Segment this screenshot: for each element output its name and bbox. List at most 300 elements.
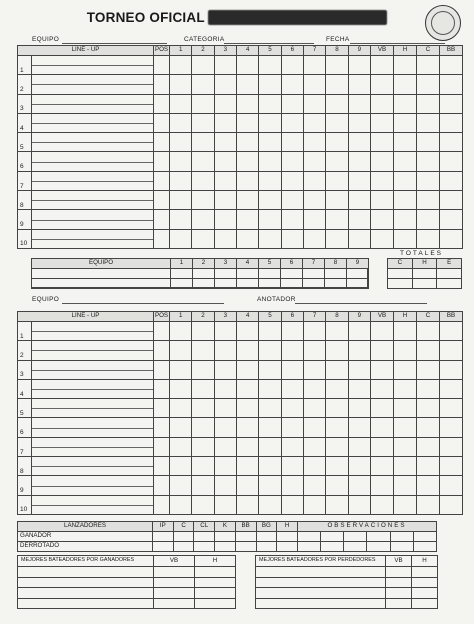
inning-cell-8[interactable] <box>326 152 348 171</box>
pitcher-cell-cl[interactable] <box>194 532 215 542</box>
stat-cell-bb[interactable] <box>439 399 462 418</box>
stat-cell-vb[interactable] <box>370 399 393 418</box>
inning-cell-1[interactable] <box>170 457 192 476</box>
summary-inning-cell-7[interactable] <box>303 279 325 289</box>
inning-cell-5[interactable] <box>259 495 281 514</box>
stat-cell-h[interactable] <box>393 113 416 132</box>
inning-cell-6[interactable] <box>281 322 303 341</box>
stat-cell-h[interactable] <box>393 75 416 94</box>
inning-cell-8[interactable] <box>326 229 348 248</box>
inning-cell-5[interactable] <box>259 418 281 437</box>
pos-cell[interactable] <box>154 457 170 476</box>
inning-cell-2[interactable] <box>192 133 214 152</box>
best-winner-cell-h[interactable] <box>195 577 236 588</box>
pos-cell[interactable] <box>154 171 170 190</box>
batter-name-cell[interactable] <box>32 94 154 113</box>
stat-cell-bb[interactable] <box>439 457 462 476</box>
inning-cell-6[interactable] <box>281 75 303 94</box>
stat-cell-vb[interactable] <box>370 229 393 248</box>
summary-inning-cell-9[interactable] <box>347 279 369 289</box>
stat-cell-h[interactable] <box>393 495 416 514</box>
inning-cell-4[interactable] <box>237 171 259 190</box>
best-winner-cell-h[interactable] <box>195 567 236 578</box>
inning-cell-5[interactable] <box>259 360 281 379</box>
inning-cell-7[interactable] <box>303 229 325 248</box>
pitcher-cell-cl[interactable] <box>194 542 215 552</box>
observations-cell[interactable] <box>413 532 436 542</box>
inning-cell-4[interactable] <box>237 495 259 514</box>
totales-cell-c[interactable] <box>388 279 413 289</box>
stat-cell-vb[interactable] <box>370 113 393 132</box>
inning-cell-2[interactable] <box>192 379 214 398</box>
pitcher-cell-c[interactable] <box>173 532 194 542</box>
inning-cell-3[interactable] <box>214 418 236 437</box>
stat-cell-vb[interactable] <box>370 133 393 152</box>
pos-cell[interactable] <box>154 133 170 152</box>
inning-cell-1[interactable] <box>170 191 192 210</box>
inning-cell-2[interactable] <box>192 437 214 456</box>
best-loser-cell-vb[interactable] <box>386 567 412 578</box>
stat-cell-bb[interactable] <box>439 191 462 210</box>
inning-cell-8[interactable] <box>326 94 348 113</box>
inning-cell-6[interactable] <box>281 341 303 360</box>
summary-team-name[interactable] <box>32 269 171 279</box>
totales-cell-h[interactable] <box>412 269 437 279</box>
inning-cell-6[interactable] <box>281 476 303 495</box>
inning-cell-4[interactable] <box>237 56 259 75</box>
totales-cell-h[interactable] <box>412 279 437 289</box>
observations-cell[interactable] <box>413 542 436 552</box>
inning-cell-9[interactable] <box>348 399 370 418</box>
pos-cell[interactable] <box>154 476 170 495</box>
batter-name-cell[interactable] <box>32 495 154 514</box>
stat-cell-c[interactable] <box>416 171 439 190</box>
stat-cell-bb[interactable] <box>439 379 462 398</box>
inning-cell-6[interactable] <box>281 229 303 248</box>
inning-cell-3[interactable] <box>214 360 236 379</box>
stat-cell-h[interactable] <box>393 210 416 229</box>
observations-cell[interactable] <box>344 532 367 542</box>
pos-cell[interactable] <box>154 322 170 341</box>
anotador-field[interactable] <box>295 303 427 304</box>
pitcher-cell-bb[interactable] <box>235 532 256 542</box>
inning-cell-1[interactable] <box>170 322 192 341</box>
stat-cell-bb[interactable] <box>439 360 462 379</box>
inning-cell-5[interactable] <box>259 152 281 171</box>
inning-cell-4[interactable] <box>237 191 259 210</box>
best-loser-name-cell[interactable] <box>256 577 386 588</box>
inning-cell-7[interactable] <box>303 437 325 456</box>
inning-cell-8[interactable] <box>326 457 348 476</box>
inning-cell-7[interactable] <box>303 341 325 360</box>
inning-cell-6[interactable] <box>281 379 303 398</box>
stat-cell-bb[interactable] <box>439 341 462 360</box>
stat-cell-bb[interactable] <box>439 495 462 514</box>
inning-cell-9[interactable] <box>348 171 370 190</box>
inning-cell-5[interactable] <box>259 229 281 248</box>
summary-inning-cell-4[interactable] <box>237 269 259 279</box>
inning-cell-8[interactable] <box>326 210 348 229</box>
categoria-field[interactable] <box>224 43 314 44</box>
stat-cell-h[interactable] <box>393 94 416 113</box>
stat-cell-bb[interactable] <box>439 322 462 341</box>
summary-inning-cell-1[interactable] <box>171 279 193 289</box>
inning-cell-7[interactable] <box>303 133 325 152</box>
inning-cell-4[interactable] <box>237 152 259 171</box>
inning-cell-2[interactable] <box>192 210 214 229</box>
inning-cell-4[interactable] <box>237 476 259 495</box>
observations-cell[interactable] <box>298 542 321 552</box>
stat-cell-c[interactable] <box>416 94 439 113</box>
inning-cell-1[interactable] <box>170 495 192 514</box>
stat-cell-c[interactable] <box>416 399 439 418</box>
inning-cell-5[interactable] <box>259 75 281 94</box>
inning-cell-9[interactable] <box>348 75 370 94</box>
inning-cell-3[interactable] <box>214 94 236 113</box>
pos-cell[interactable] <box>154 94 170 113</box>
inning-cell-1[interactable] <box>170 113 192 132</box>
pos-cell[interactable] <box>154 75 170 94</box>
best-loser-cell-vb[interactable] <box>386 588 412 599</box>
inning-cell-7[interactable] <box>303 75 325 94</box>
stat-cell-vb[interactable] <box>370 457 393 476</box>
inning-cell-7[interactable] <box>303 210 325 229</box>
summary-inning-cell-1[interactable] <box>171 269 193 279</box>
pitcher-cell-h[interactable] <box>277 542 298 552</box>
totales-cell-e[interactable] <box>437 269 462 279</box>
stat-cell-h[interactable] <box>393 457 416 476</box>
stat-cell-bb[interactable] <box>439 152 462 171</box>
inning-cell-7[interactable] <box>303 113 325 132</box>
pitcher-cell-ip[interactable] <box>153 532 174 542</box>
observations-cell[interactable] <box>390 542 413 552</box>
stat-cell-c[interactable] <box>416 341 439 360</box>
inning-cell-2[interactable] <box>192 322 214 341</box>
stat-cell-c[interactable] <box>416 437 439 456</box>
pitcher-cell-bg[interactable] <box>256 542 277 552</box>
inning-cell-7[interactable] <box>303 322 325 341</box>
summary-team-name[interactable] <box>32 279 171 289</box>
pos-cell[interactable] <box>154 360 170 379</box>
inning-cell-6[interactable] <box>281 418 303 437</box>
stat-cell-c[interactable] <box>416 152 439 171</box>
inning-cell-7[interactable] <box>303 457 325 476</box>
stat-cell-h[interactable] <box>393 56 416 75</box>
inning-cell-4[interactable] <box>237 113 259 132</box>
inning-cell-4[interactable] <box>237 341 259 360</box>
inning-cell-6[interactable] <box>281 191 303 210</box>
inning-cell-3[interactable] <box>214 399 236 418</box>
batter-name-cell[interactable] <box>32 191 154 210</box>
inning-cell-6[interactable] <box>281 56 303 75</box>
inning-cell-8[interactable] <box>326 133 348 152</box>
stat-cell-bb[interactable] <box>439 476 462 495</box>
inning-cell-1[interactable] <box>170 94 192 113</box>
inning-cell-9[interactable] <box>348 133 370 152</box>
inning-cell-7[interactable] <box>303 56 325 75</box>
observations-cell[interactable] <box>344 542 367 552</box>
pitcher-cell-k[interactable] <box>215 542 236 552</box>
stat-cell-bb[interactable] <box>439 210 462 229</box>
inning-cell-2[interactable] <box>192 56 214 75</box>
inning-cell-9[interactable] <box>348 457 370 476</box>
stat-cell-vb[interactable] <box>370 341 393 360</box>
inning-cell-5[interactable] <box>259 191 281 210</box>
inning-cell-7[interactable] <box>303 495 325 514</box>
inning-cell-8[interactable] <box>326 171 348 190</box>
summary-inning-cell-4[interactable] <box>237 279 259 289</box>
stat-cell-c[interactable] <box>416 476 439 495</box>
equipo-field-top[interactable] <box>62 43 167 44</box>
inning-cell-7[interactable] <box>303 94 325 113</box>
best-winner-cell-vb[interactable] <box>154 588 195 599</box>
batter-name-cell[interactable] <box>32 341 154 360</box>
stat-cell-vb[interactable] <box>370 210 393 229</box>
inning-cell-4[interactable] <box>237 457 259 476</box>
inning-cell-2[interactable] <box>192 360 214 379</box>
best-loser-cell-h[interactable] <box>412 598 438 609</box>
batter-name-cell[interactable] <box>32 476 154 495</box>
inning-cell-2[interactable] <box>192 495 214 514</box>
inning-cell-5[interactable] <box>259 437 281 456</box>
pitcher-cell-bb[interactable] <box>235 542 256 552</box>
summary-inning-cell-8[interactable] <box>325 269 347 279</box>
inning-cell-2[interactable] <box>192 476 214 495</box>
best-winner-name-cell[interactable] <box>18 567 154 578</box>
batter-name-cell[interactable] <box>32 418 154 437</box>
inning-cell-3[interactable] <box>214 495 236 514</box>
inning-cell-9[interactable] <box>348 322 370 341</box>
stat-cell-vb[interactable] <box>370 75 393 94</box>
inning-cell-8[interactable] <box>326 418 348 437</box>
inning-cell-8[interactable] <box>326 379 348 398</box>
stat-cell-c[interactable] <box>416 229 439 248</box>
inning-cell-3[interactable] <box>214 229 236 248</box>
inning-cell-6[interactable] <box>281 399 303 418</box>
inning-cell-6[interactable] <box>281 360 303 379</box>
inning-cell-3[interactable] <box>214 341 236 360</box>
stat-cell-bb[interactable] <box>439 75 462 94</box>
inning-cell-5[interactable] <box>259 322 281 341</box>
stat-cell-c[interactable] <box>416 495 439 514</box>
inning-cell-2[interactable] <box>192 418 214 437</box>
inning-cell-6[interactable] <box>281 210 303 229</box>
stat-cell-c[interactable] <box>416 133 439 152</box>
pos-cell[interactable] <box>154 152 170 171</box>
stat-cell-vb[interactable] <box>370 437 393 456</box>
batter-name-cell[interactable] <box>32 437 154 456</box>
equipo-field-middle[interactable] <box>62 303 224 304</box>
inning-cell-1[interactable] <box>170 360 192 379</box>
inning-cell-1[interactable] <box>170 476 192 495</box>
inning-cell-7[interactable] <box>303 418 325 437</box>
inning-cell-4[interactable] <box>237 360 259 379</box>
pitcher-cell-c[interactable] <box>173 542 194 552</box>
stat-cell-vb[interactable] <box>370 56 393 75</box>
inning-cell-5[interactable] <box>259 379 281 398</box>
best-loser-cell-vb[interactable] <box>386 577 412 588</box>
batter-name-cell[interactable] <box>32 56 154 75</box>
inning-cell-3[interactable] <box>214 457 236 476</box>
inning-cell-3[interactable] <box>214 476 236 495</box>
summary-inning-cell-5[interactable] <box>259 269 281 279</box>
stat-cell-bb[interactable] <box>439 113 462 132</box>
inning-cell-3[interactable] <box>214 56 236 75</box>
inning-cell-7[interactable] <box>303 476 325 495</box>
inning-cell-2[interactable] <box>192 113 214 132</box>
summary-inning-cell-5[interactable] <box>259 279 281 289</box>
pos-cell[interactable] <box>154 437 170 456</box>
stat-cell-h[interactable] <box>393 152 416 171</box>
stat-cell-bb[interactable] <box>439 133 462 152</box>
inning-cell-7[interactable] <box>303 399 325 418</box>
inning-cell-5[interactable] <box>259 113 281 132</box>
inning-cell-5[interactable] <box>259 210 281 229</box>
best-winner-cell-h[interactable] <box>195 598 236 609</box>
stat-cell-bb[interactable] <box>439 437 462 456</box>
observations-cell[interactable] <box>367 532 390 542</box>
inning-cell-6[interactable] <box>281 495 303 514</box>
inning-cell-4[interactable] <box>237 75 259 94</box>
inning-cell-5[interactable] <box>259 476 281 495</box>
batter-name-cell[interactable] <box>32 360 154 379</box>
inning-cell-8[interactable] <box>326 360 348 379</box>
inning-cell-9[interactable] <box>348 210 370 229</box>
batter-name-cell[interactable] <box>32 379 154 398</box>
pitcher-cell-ip[interactable] <box>153 542 174 552</box>
inning-cell-1[interactable] <box>170 75 192 94</box>
pos-cell[interactable] <box>154 399 170 418</box>
inning-cell-9[interactable] <box>348 152 370 171</box>
summary-inning-cell-6[interactable] <box>281 269 303 279</box>
best-winner-name-cell[interactable] <box>18 598 154 609</box>
stat-cell-c[interactable] <box>416 379 439 398</box>
best-loser-cell-h[interactable] <box>412 567 438 578</box>
inning-cell-1[interactable] <box>170 133 192 152</box>
stat-cell-bb[interactable] <box>439 171 462 190</box>
batter-name-cell[interactable] <box>32 457 154 476</box>
summary-inning-cell-2[interactable] <box>193 279 215 289</box>
stat-cell-h[interactable] <box>393 476 416 495</box>
pos-cell[interactable] <box>154 56 170 75</box>
inning-cell-2[interactable] <box>192 75 214 94</box>
inning-cell-4[interactable] <box>237 229 259 248</box>
inning-cell-1[interactable] <box>170 229 192 248</box>
summary-inning-cell-3[interactable] <box>215 279 237 289</box>
inning-cell-3[interactable] <box>214 210 236 229</box>
inning-cell-4[interactable] <box>237 379 259 398</box>
pos-cell[interactable] <box>154 229 170 248</box>
inning-cell-4[interactable] <box>237 133 259 152</box>
pos-cell[interactable] <box>154 341 170 360</box>
best-winner-cell-vb[interactable] <box>154 598 195 609</box>
inning-cell-6[interactable] <box>281 133 303 152</box>
inning-cell-7[interactable] <box>303 379 325 398</box>
inning-cell-1[interactable] <box>170 152 192 171</box>
inning-cell-1[interactable] <box>170 437 192 456</box>
inning-cell-8[interactable] <box>326 437 348 456</box>
stat-cell-c[interactable] <box>416 75 439 94</box>
inning-cell-9[interactable] <box>348 379 370 398</box>
observations-cell[interactable] <box>321 542 344 552</box>
inning-cell-7[interactable] <box>303 171 325 190</box>
observations-cell[interactable] <box>367 542 390 552</box>
totales-cell-e[interactable] <box>437 279 462 289</box>
inning-cell-5[interactable] <box>259 133 281 152</box>
inning-cell-3[interactable] <box>214 75 236 94</box>
batter-name-cell[interactable] <box>32 210 154 229</box>
pos-cell[interactable] <box>154 210 170 229</box>
inning-cell-8[interactable] <box>326 476 348 495</box>
stat-cell-h[interactable] <box>393 133 416 152</box>
stat-cell-vb[interactable] <box>370 94 393 113</box>
inning-cell-5[interactable] <box>259 399 281 418</box>
best-winner-cell-h[interactable] <box>195 588 236 599</box>
stat-cell-vb[interactable] <box>370 152 393 171</box>
stat-cell-vb[interactable] <box>370 379 393 398</box>
best-winner-name-cell[interactable] <box>18 588 154 599</box>
best-loser-cell-h[interactable] <box>412 588 438 599</box>
inning-cell-2[interactable] <box>192 399 214 418</box>
batter-name-cell[interactable] <box>32 75 154 94</box>
inning-cell-4[interactable] <box>237 399 259 418</box>
inning-cell-3[interactable] <box>214 379 236 398</box>
pitcher-cell-bg[interactable] <box>256 532 277 542</box>
best-loser-name-cell[interactable] <box>256 588 386 599</box>
stat-cell-h[interactable] <box>393 399 416 418</box>
inning-cell-9[interactable] <box>348 360 370 379</box>
inning-cell-8[interactable] <box>326 341 348 360</box>
pos-cell[interactable] <box>154 191 170 210</box>
pos-cell[interactable] <box>154 495 170 514</box>
summary-inning-cell-6[interactable] <box>281 279 303 289</box>
summary-inning-cell-8[interactable] <box>325 279 347 289</box>
best-loser-name-cell[interactable] <box>256 567 386 578</box>
batter-name-cell[interactable] <box>32 229 154 248</box>
best-winner-cell-vb[interactable] <box>154 567 195 578</box>
inning-cell-1[interactable] <box>170 56 192 75</box>
inning-cell-4[interactable] <box>237 94 259 113</box>
inning-cell-7[interactable] <box>303 191 325 210</box>
stat-cell-h[interactable] <box>393 171 416 190</box>
inning-cell-1[interactable] <box>170 399 192 418</box>
stat-cell-c[interactable] <box>416 56 439 75</box>
inning-cell-4[interactable] <box>237 322 259 341</box>
inning-cell-3[interactable] <box>214 322 236 341</box>
inning-cell-2[interactable] <box>192 229 214 248</box>
stat-cell-vb[interactable] <box>370 418 393 437</box>
inning-cell-9[interactable] <box>348 495 370 514</box>
inning-cell-1[interactable] <box>170 210 192 229</box>
inning-cell-6[interactable] <box>281 457 303 476</box>
totales-cell-c[interactable] <box>388 269 413 279</box>
inning-cell-6[interactable] <box>281 437 303 456</box>
inning-cell-2[interactable] <box>192 191 214 210</box>
inning-cell-2[interactable] <box>192 94 214 113</box>
batter-name-cell[interactable] <box>32 399 154 418</box>
inning-cell-6[interactable] <box>281 171 303 190</box>
inning-cell-8[interactable] <box>326 113 348 132</box>
stat-cell-c[interactable] <box>416 322 439 341</box>
stat-cell-h[interactable] <box>393 341 416 360</box>
stat-cell-h[interactable] <box>393 360 416 379</box>
inning-cell-3[interactable] <box>214 152 236 171</box>
batter-name-cell[interactable] <box>32 113 154 132</box>
stat-cell-bb[interactable] <box>439 56 462 75</box>
inning-cell-1[interactable] <box>170 418 192 437</box>
inning-cell-8[interactable] <box>326 495 348 514</box>
stat-cell-vb[interactable] <box>370 360 393 379</box>
